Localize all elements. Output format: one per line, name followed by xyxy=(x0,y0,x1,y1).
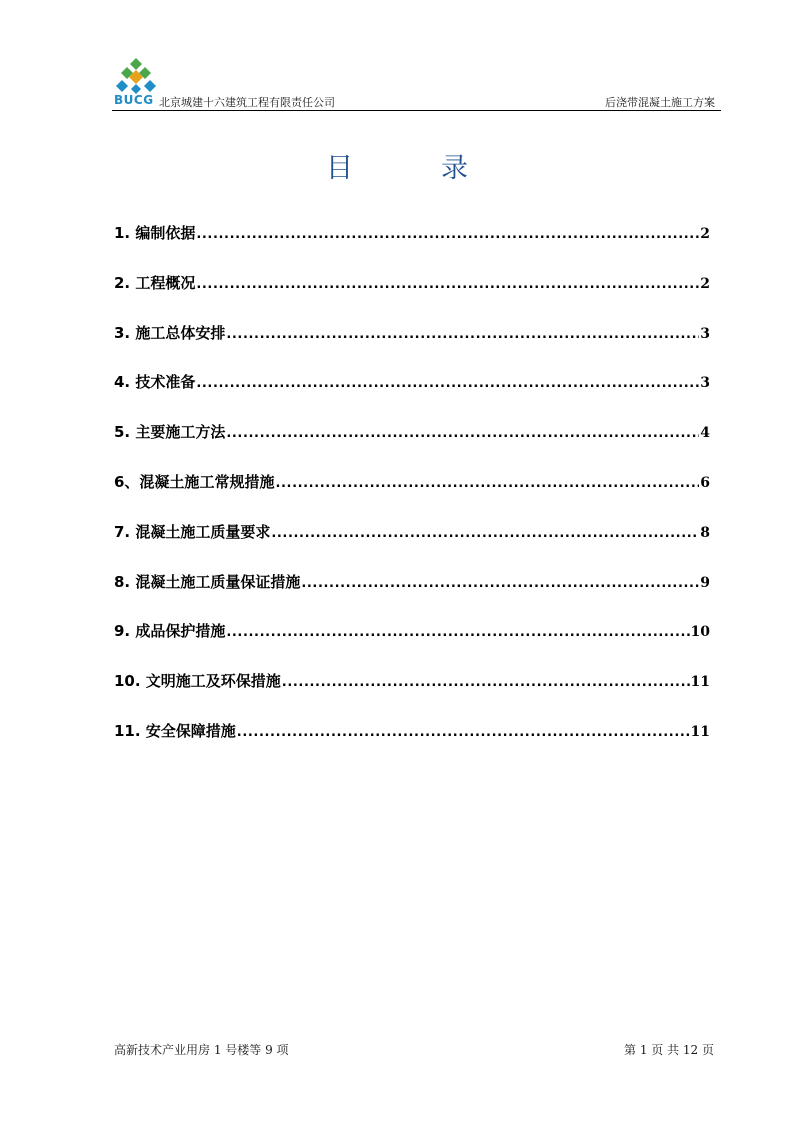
toc-item-label: 5. 主要施工方法 xyxy=(114,423,226,442)
toc-item-page: 8 xyxy=(700,524,710,541)
company-name: 北京城建十六建筑工程有限责任公司 xyxy=(159,96,335,109)
footer-page-info: 第 1 页 共 12 页 xyxy=(624,1043,714,1057)
toc-item-label: 3. 施工总体安排 xyxy=(114,323,226,342)
toc-leader-dots xyxy=(196,376,699,391)
toc-item[interactable] xyxy=(114,371,710,421)
toc-leader-dots xyxy=(226,426,699,441)
toc-item[interactable] xyxy=(114,471,710,521)
toc-item[interactable] xyxy=(114,272,710,322)
toc-item[interactable] xyxy=(114,322,710,372)
toc-item-page: 3 xyxy=(700,375,710,392)
toc-leader-dots xyxy=(196,227,699,242)
toc-item-label: 10. 文明施工及环保措施 xyxy=(114,672,281,691)
toc-item-page: 6 xyxy=(700,474,710,491)
toc-item-label: 9. 成品保护措施 xyxy=(114,622,226,641)
toc-item[interactable] xyxy=(114,521,710,571)
toc-item-page: 9 xyxy=(700,574,710,591)
toc-leader-dots xyxy=(226,327,699,342)
toc-title: 目录 xyxy=(326,153,556,184)
logo-text: BUCG xyxy=(114,93,154,107)
toc-item-page: 3 xyxy=(700,325,710,342)
bucg-logo-icon xyxy=(116,56,156,94)
toc-item-label: 6、混凝土施工常规措施 xyxy=(114,472,275,491)
toc-item-page: 4 xyxy=(700,425,710,442)
toc-item[interactable] xyxy=(114,620,710,670)
toc-item-page: 11 xyxy=(690,674,710,691)
toc-item[interactable] xyxy=(114,670,710,720)
toc-item-page: 10 xyxy=(690,624,710,641)
toc-item-label: 11. 安全保障措施 xyxy=(114,721,236,740)
toc-leader-dots xyxy=(237,725,690,740)
toc-leader-dots xyxy=(196,277,699,292)
toc-item-page: 2 xyxy=(700,226,710,242)
table-of-contents xyxy=(114,222,710,770)
page-header xyxy=(112,56,721,111)
toc-leader-dots xyxy=(282,675,690,690)
toc-item-label: 1. 编制依据 xyxy=(114,224,196,242)
toc-item-page: 11 xyxy=(690,723,710,740)
toc-item-label: 2. 工程概况 xyxy=(114,273,196,292)
toc-leader-dots xyxy=(275,476,699,491)
toc-item-label: 7. 混凝土施工质量要求 xyxy=(114,522,271,541)
toc-leader-dots xyxy=(301,576,699,591)
toc-leader-dots xyxy=(226,625,689,640)
toc-item[interactable] xyxy=(114,571,710,621)
footer-project: 高新技术产业用房 1 号楼等 9 项 xyxy=(114,1043,289,1057)
toc-item-label: 8. 混凝土施工质量保证措施 xyxy=(114,572,301,591)
toc-item-page: 2 xyxy=(700,275,710,292)
toc-item[interactable] xyxy=(114,222,710,272)
toc-item-label: 4. 技术准备 xyxy=(114,373,196,392)
toc-item[interactable] xyxy=(114,720,710,770)
document-title: 后浇带混凝土施工方案 xyxy=(605,96,715,109)
toc-item[interactable] xyxy=(114,421,710,471)
toc-leader-dots xyxy=(271,526,699,541)
